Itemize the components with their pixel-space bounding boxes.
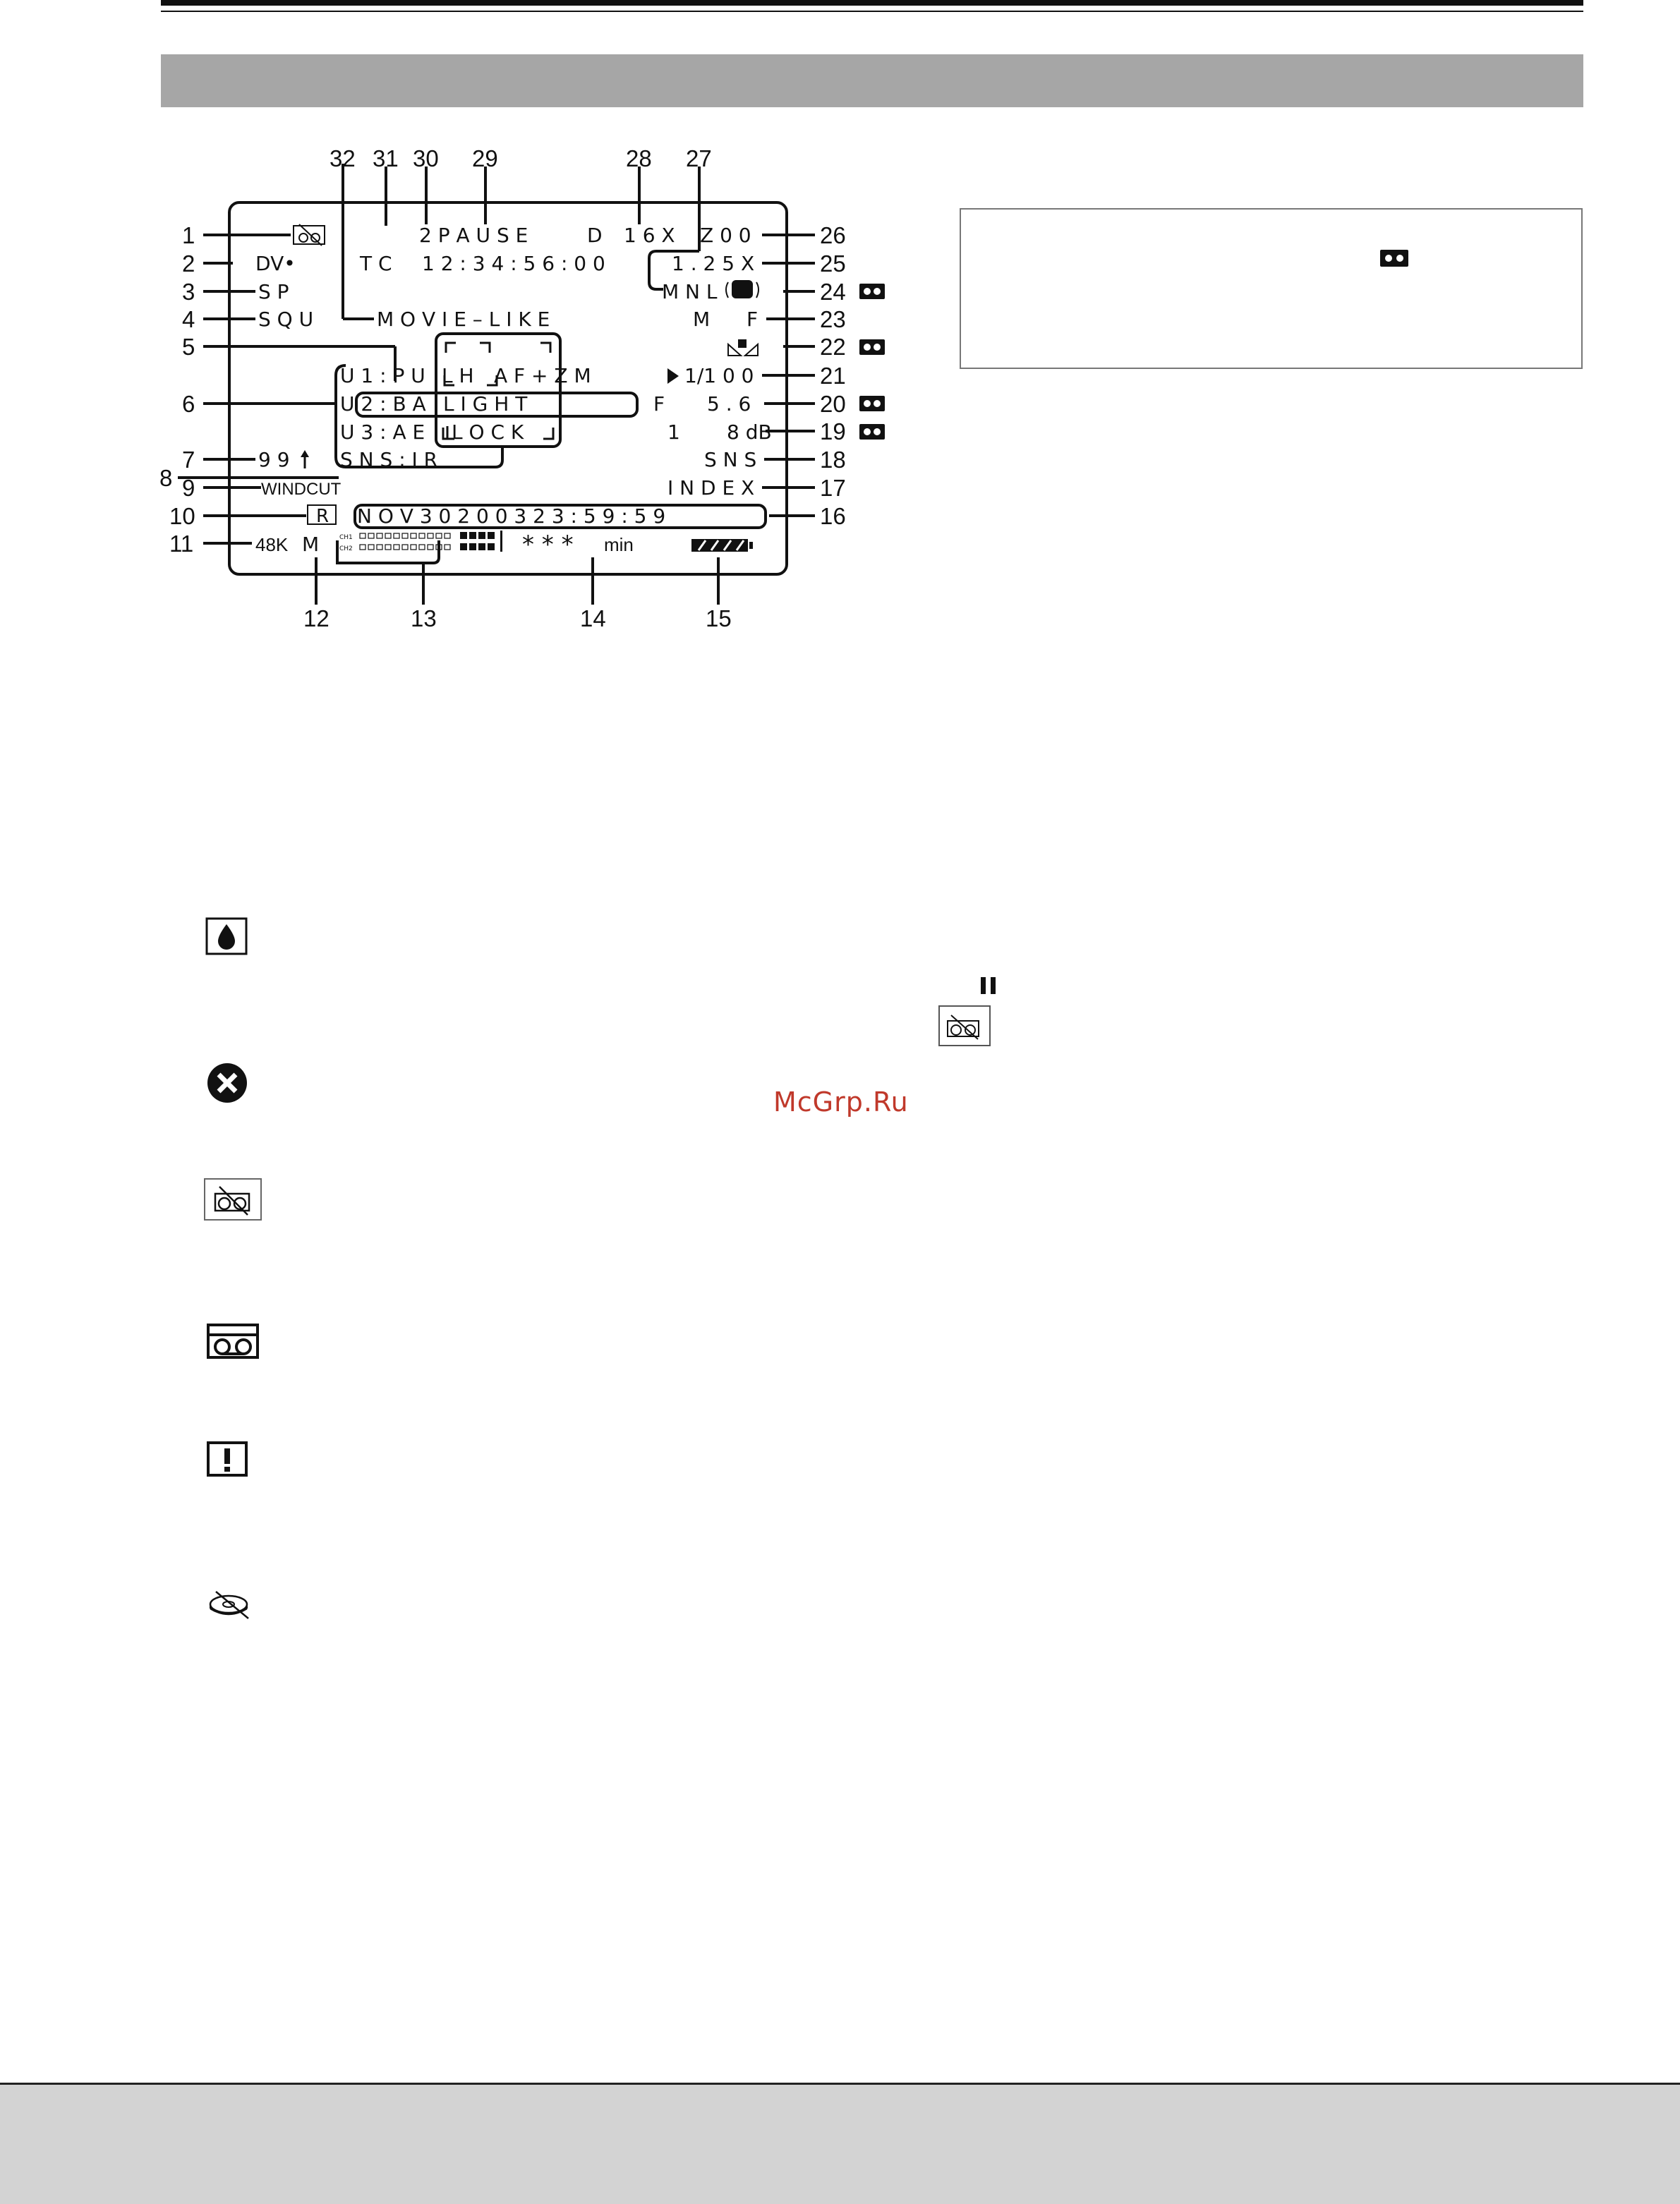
osd-u3-b: L O C K	[452, 420, 524, 444]
callout-12: 12	[303, 605, 330, 631]
osd-ninety-nine: 9 9	[258, 448, 290, 471]
osd-ch2: CH2	[339, 545, 353, 552]
callout-21: 21	[820, 363, 846, 389]
warning-icon	[206, 1441, 250, 1479]
callout-18: 18	[820, 447, 846, 473]
osd-stars: * * *	[522, 531, 574, 559]
callout-2: 2	[182, 250, 195, 277]
osd-gain-1: 1	[667, 420, 680, 444]
no-disc-icon	[206, 1589, 257, 1620]
osd-dv: DV•	[255, 252, 296, 275]
callout-22: 22	[820, 334, 846, 360]
callout-1: 1	[182, 222, 195, 248]
osd-u2: U 2 : B A	[340, 392, 426, 416]
callout-numbers	[159, 145, 846, 631]
osd-fstop-f: F	[653, 392, 665, 416]
osd-mf-f: F	[747, 308, 759, 331]
crossed-tape-box-icon	[938, 1005, 991, 1046]
osd-tc: T C	[360, 252, 392, 275]
cassette-badge-icon	[1380, 250, 1408, 268]
audio-level-meter	[360, 533, 450, 550]
callout-7: 7	[182, 447, 195, 473]
osd-u2-b: L I G H T	[443, 392, 528, 416]
note-box	[960, 208, 1583, 369]
osd-min: min	[604, 534, 634, 555]
osd-zoom-125: 1 . 2 5 X	[672, 252, 755, 275]
cassette-icon	[206, 1323, 261, 1361]
osd-squ: S Q U	[258, 308, 314, 331]
osd-sns-ir: S N S : I R	[340, 448, 438, 471]
osd-index: I N D E X	[667, 476, 755, 499]
osd-date: N O V 3 0 2 0 0 3 2 3 : 5 9 : 5 9	[357, 504, 666, 528]
callout-16: 16	[820, 503, 846, 529]
osd-r: R	[316, 506, 330, 527]
callout-25: 25	[820, 250, 846, 277]
callout-20: 20	[820, 391, 846, 417]
callout-6: 6	[182, 391, 195, 417]
osd-u1-c: A F + Z M	[494, 364, 591, 387]
pause-icon	[981, 977, 998, 995]
error-x-icon	[206, 1062, 248, 1104]
callout-4: 4	[182, 306, 195, 332]
callout-10: 10	[169, 503, 195, 529]
callout-5: 5	[182, 334, 195, 360]
cassette-badge-22	[859, 339, 885, 355]
osd-sns: S N S	[704, 448, 757, 471]
no-cassette-icon	[204, 1178, 262, 1221]
cassette-badge-24	[859, 284, 885, 299]
osd-texts	[255, 224, 772, 559]
hand-stabilizer-icon	[726, 281, 759, 298]
cassette-badge-20	[859, 396, 885, 411]
callout-28: 28	[626, 145, 652, 171]
footer-band	[0, 2085, 1680, 2204]
osd-no-tape-icon	[294, 224, 325, 246]
callout-8: 8	[159, 465, 173, 491]
callout-31: 31	[373, 145, 399, 171]
callout-32: 32	[330, 145, 356, 171]
play-triangle-icon	[667, 368, 679, 384]
osd-audio-48k: 48K	[255, 534, 289, 555]
watermark: McGrp.Ru	[773, 1086, 909, 1118]
callout-26: 26	[820, 222, 846, 248]
osd-z00: Z 0 0	[700, 224, 751, 247]
osd-zoom-16x: 1 6 X	[624, 224, 675, 247]
callout-23: 23	[820, 306, 846, 332]
callout-15: 15	[706, 605, 732, 631]
white-balance-icon	[728, 339, 758, 356]
callout-19: 19	[820, 418, 846, 444]
osd-fstop-value: 5 . 6	[707, 392, 751, 416]
osd-ch1: CH1	[339, 534, 353, 541]
osd-audio-m: M	[302, 533, 320, 556]
osd-u1-b: L H	[442, 364, 474, 387]
callout-27: 27	[686, 145, 712, 171]
osd-mf-m: M	[693, 308, 711, 331]
osd-pause: 2 P A U S E	[419, 224, 528, 247]
osd-timecode: 1 2 : 3 4 : 5 6 : 0 0	[422, 252, 605, 275]
arrow-up-icon	[301, 450, 309, 468]
osd-u1: U 1 : P U	[340, 364, 425, 387]
moisture-drop-icon	[205, 917, 249, 955]
osd-movie-like: M O V I E – L I K E	[377, 308, 550, 331]
osd-shutter: 1/1 0 0	[684, 364, 754, 387]
callout-9: 9	[182, 475, 195, 501]
osd-d: D	[587, 224, 603, 247]
callout-13: 13	[411, 605, 437, 631]
callout-30: 30	[413, 145, 439, 171]
osd-sp: S P	[258, 280, 289, 303]
osd-gain-value: 8 dB	[727, 420, 772, 444]
callout-24: 24	[820, 279, 846, 305]
audio-level-peak	[460, 531, 502, 552]
osd-mnl: M N L	[662, 280, 718, 303]
callout-11: 11	[169, 531, 194, 557]
callout-3: 3	[182, 279, 195, 305]
callout-17: 17	[820, 475, 846, 501]
cassette-badge-19	[859, 424, 885, 440]
osd-windcut: WINDCUT	[261, 480, 342, 499]
callout-14: 14	[580, 605, 606, 631]
callout-29: 29	[472, 145, 498, 171]
battery-icon	[691, 539, 753, 552]
osd-u3: U 3 : A E	[340, 420, 425, 444]
